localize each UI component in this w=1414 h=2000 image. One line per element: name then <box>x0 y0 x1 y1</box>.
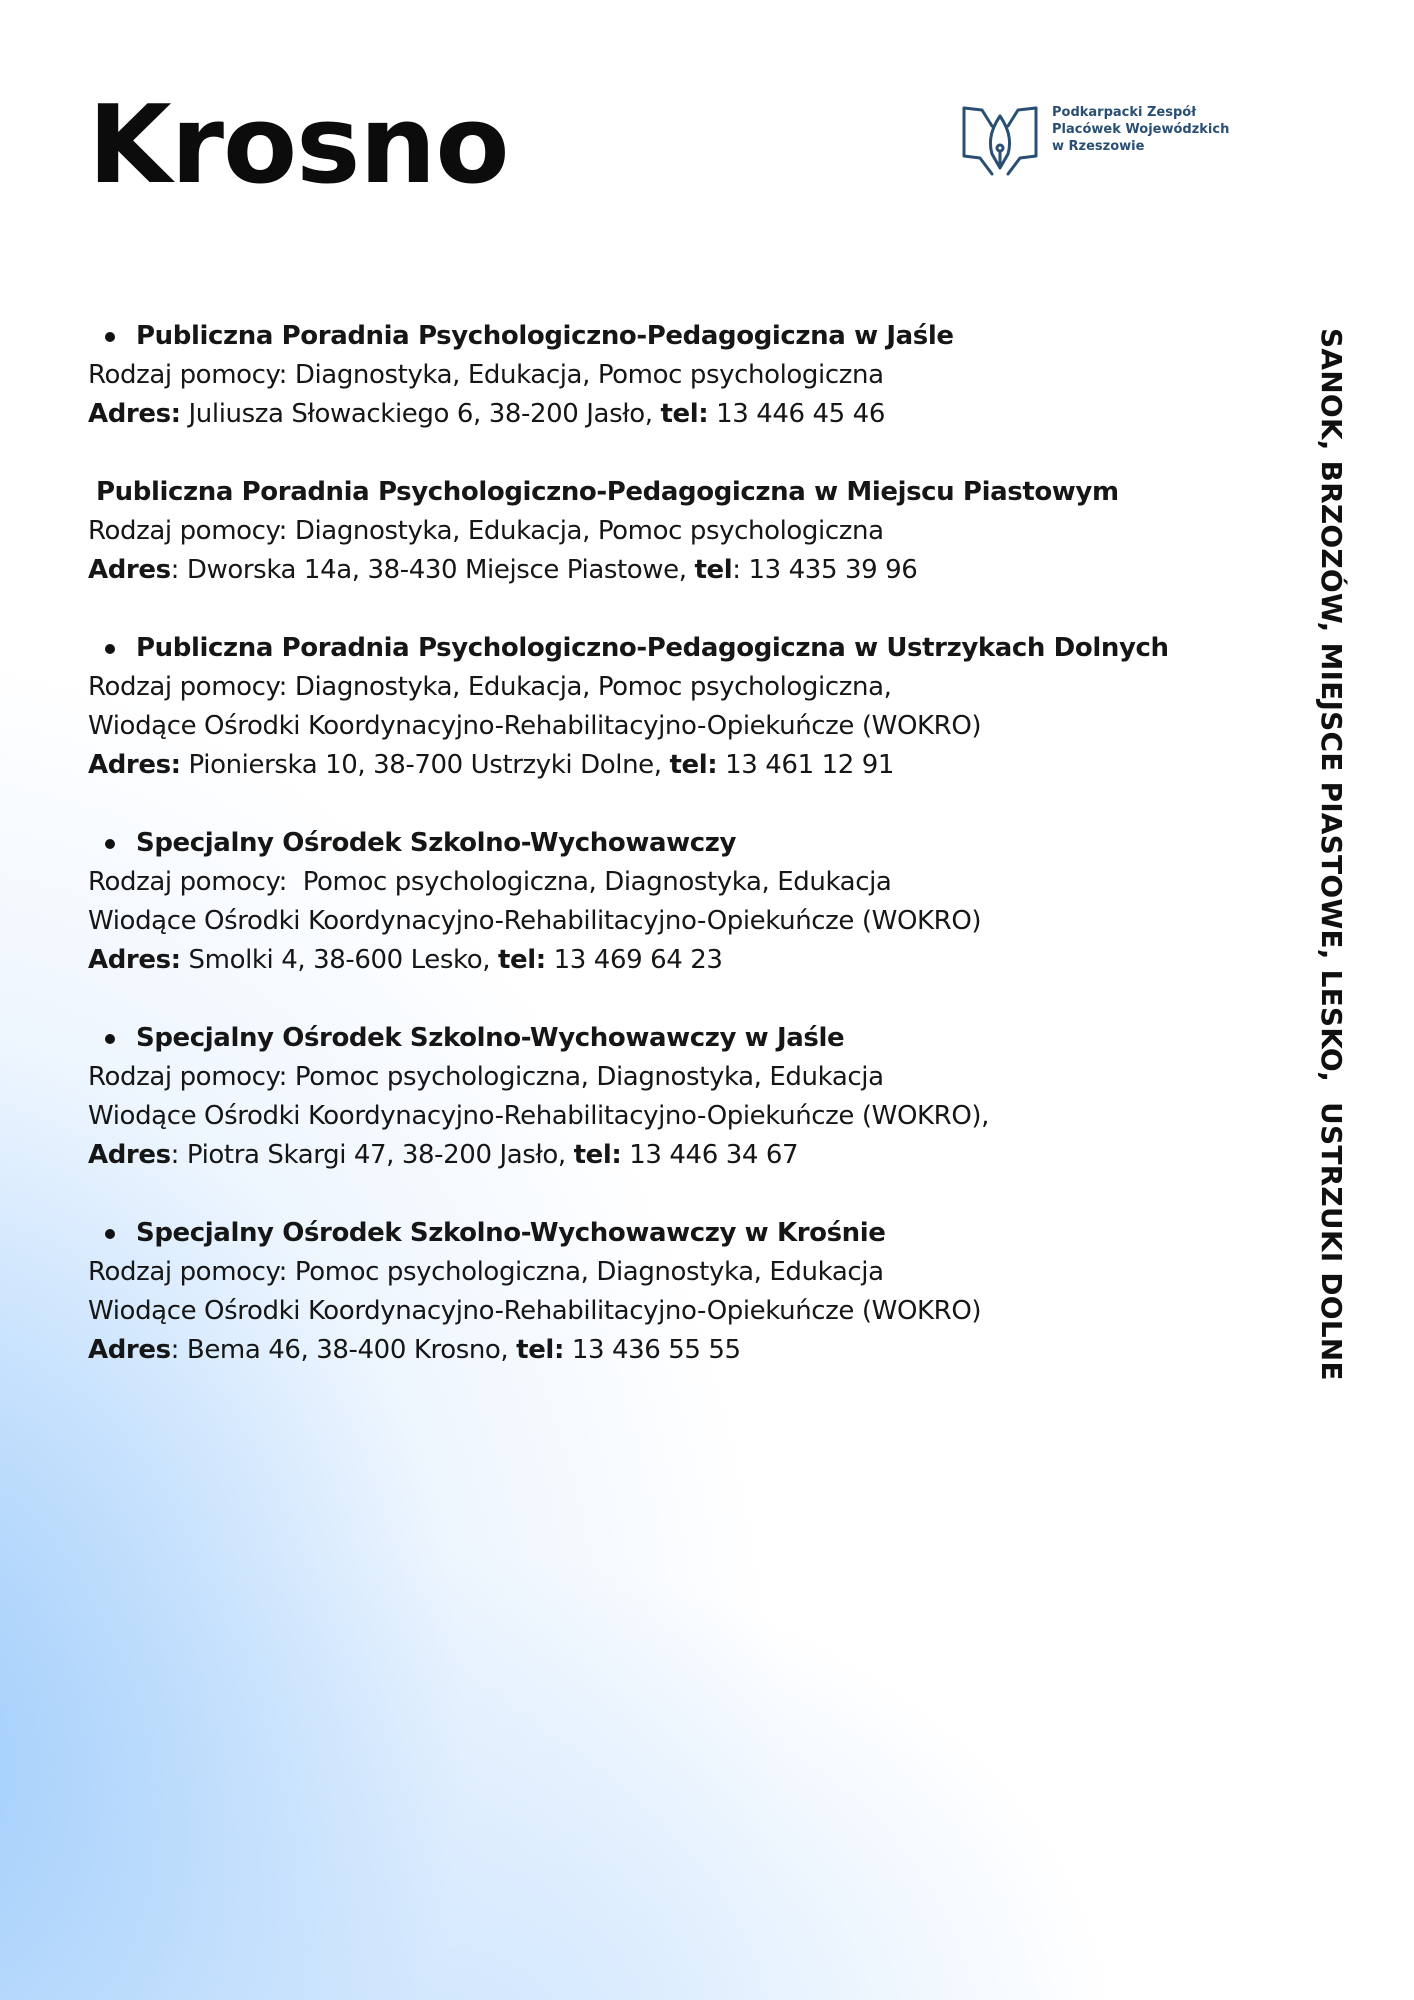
bullet-icon <box>105 1229 115 1239</box>
tel-label: tel: <box>660 399 709 429</box>
facility-name-text: Publiczna Poradnia Psychologiczno-Pedagogiczna w Ustrzykach Dolnych <box>136 633 1169 663</box>
tel-value: 13 436 55 55 <box>563 1335 741 1365</box>
tel-value: 13 446 34 67 <box>621 1140 799 1170</box>
address-line <box>88 1331 1248 1370</box>
facility-name-text: Publiczna Poradnia Psychologiczno-Pedagogiczna w Miejscu Piastowym <box>96 477 1119 507</box>
address-label: Adres <box>88 555 171 585</box>
facility-entry <box>88 317 1248 434</box>
tel-label: tel: <box>498 945 546 975</box>
address-label: Adres <box>88 1140 171 1170</box>
tel-value: : 13 435 39 96 <box>732 555 918 585</box>
facility-name-text: Publiczna Poradnia Psychologiczno-Pedagogiczna w Jaśle <box>136 321 954 351</box>
wokro-line: Wiodące Ośrodki Koordynacyjno-Rehabilitacyjno-Opiekuńcze (WOKRO) <box>88 1296 982 1326</box>
help-type: Rodzaj pomocy: Diagnostyka, Edukacja, Pomoc psychologiczna, <box>88 672 892 702</box>
tel-label: tel: <box>669 750 718 780</box>
logo-line-3: w Rzeszowie <box>1052 139 1145 154</box>
wokro-line: Wiodące Ośrodki Koordynacyjno-Rehabilitacyjno-Opiekuńcze (WOKRO) <box>88 906 982 936</box>
bullet-icon <box>105 839 115 849</box>
tel-label: tel: <box>516 1335 564 1365</box>
address-label: Adres: <box>88 750 181 780</box>
logo-line-2: Placówek Wojewódzkich <box>1052 122 1230 137</box>
tel-value: 13 446 45 46 <box>708 399 885 429</box>
facility-name-text: Specjalny Ośrodek Szkolno-Wychowawczy w Krośnie <box>136 1218 886 1248</box>
book-pen-icon <box>958 96 1042 180</box>
address-value: Smolki 4, 38-600 Lesko, <box>180 945 499 975</box>
logo-text <box>1052 104 1229 155</box>
help-type: Rodzaj pomocy: Diagnostyka, Edukacja, Pomoc psychologiczna <box>88 516 884 546</box>
address-label: Adres: <box>88 399 181 429</box>
facility-entry <box>88 473 1248 590</box>
address-value: : Bema 46, 38-400 Krosno, <box>170 1335 517 1365</box>
facility-entry <box>88 1214 1248 1370</box>
wokro-line: Wiodące Ośrodki Koordynacyjno-Rehabilitacyjno-Opiekuńcze (WOKRO) <box>88 711 982 741</box>
bullet-icon <box>105 1034 115 1044</box>
organization-logo <box>958 96 1248 186</box>
facility-entry <box>88 629 1248 785</box>
tel-value: 13 469 64 23 <box>545 945 723 975</box>
facility-name-text: Specjalny Ośrodek Szkolno-Wychowawczy <box>136 828 737 858</box>
tel-label: tel <box>694 555 733 585</box>
address-line <box>88 1136 1248 1175</box>
address-value: Pionierska 10, 38-700 Ustrzyki Dolne, <box>180 750 670 780</box>
facility-name <box>88 1214 1248 1253</box>
address-line <box>88 746 1248 785</box>
facility-name <box>88 629 1248 668</box>
facility-name-text: Specjalny Ośrodek Szkolno-Wychowawczy w Jaśle <box>136 1023 845 1053</box>
address-value: : Piotra Skargi 47, 38-200 Jasło, <box>170 1140 574 1170</box>
facility-name <box>88 824 1248 863</box>
facility-list <box>88 317 1248 1409</box>
sidebar-towns-text: SANOK, BRZOZÓW, MIEJSCE PIASTOWE, LESKO, USTRZUKI DOLNE <box>1315 328 1348 1381</box>
help-type: Rodzaj pomocy: Diagnostyka, Edukacja, Pomoc psychologiczna <box>88 360 884 390</box>
address-line <box>88 941 1248 980</box>
logo-line-1: Podkarpacki Zespół <box>1052 105 1197 120</box>
tel-value: 13 461 12 91 <box>717 750 895 780</box>
tel-label: tel: <box>573 1140 622 1170</box>
address-label: Adres: <box>88 945 181 975</box>
facility-name <box>88 1019 1248 1058</box>
address-line <box>88 551 1248 590</box>
facility-entry <box>88 824 1248 980</box>
bullet-icon <box>105 332 115 342</box>
facility-name <box>88 317 1248 356</box>
help-type: Rodzaj pomocy: Pomoc psychologiczna, Diagnostyka, Edukacja <box>88 867 892 897</box>
bullet-icon <box>105 644 115 654</box>
facility-name <box>88 473 1248 512</box>
address-label: Adres <box>88 1335 171 1365</box>
sidebar-region <box>1300 328 1360 1468</box>
page-title: Krosno <box>88 83 509 208</box>
help-type: Rodzaj pomocy: Pomoc psychologiczna, Diagnostyka, Edukacja <box>88 1062 884 1092</box>
facility-entry <box>88 1019 1248 1175</box>
address-value: Juliusza Słowackiego 6, 38-200 Jasło, <box>180 399 661 429</box>
address-value: : Dworska 14a, 38-430 Miejsce Piastowe, <box>170 555 695 585</box>
help-type: Rodzaj pomocy: Pomoc psychologiczna, Diagnostyka, Edukacja <box>88 1257 884 1287</box>
wokro-line: Wiodące Ośrodki Koordynacyjno-Rehabilitacyjno-Opiekuńcze (WOKRO), <box>88 1101 989 1131</box>
address-line <box>88 395 1248 434</box>
